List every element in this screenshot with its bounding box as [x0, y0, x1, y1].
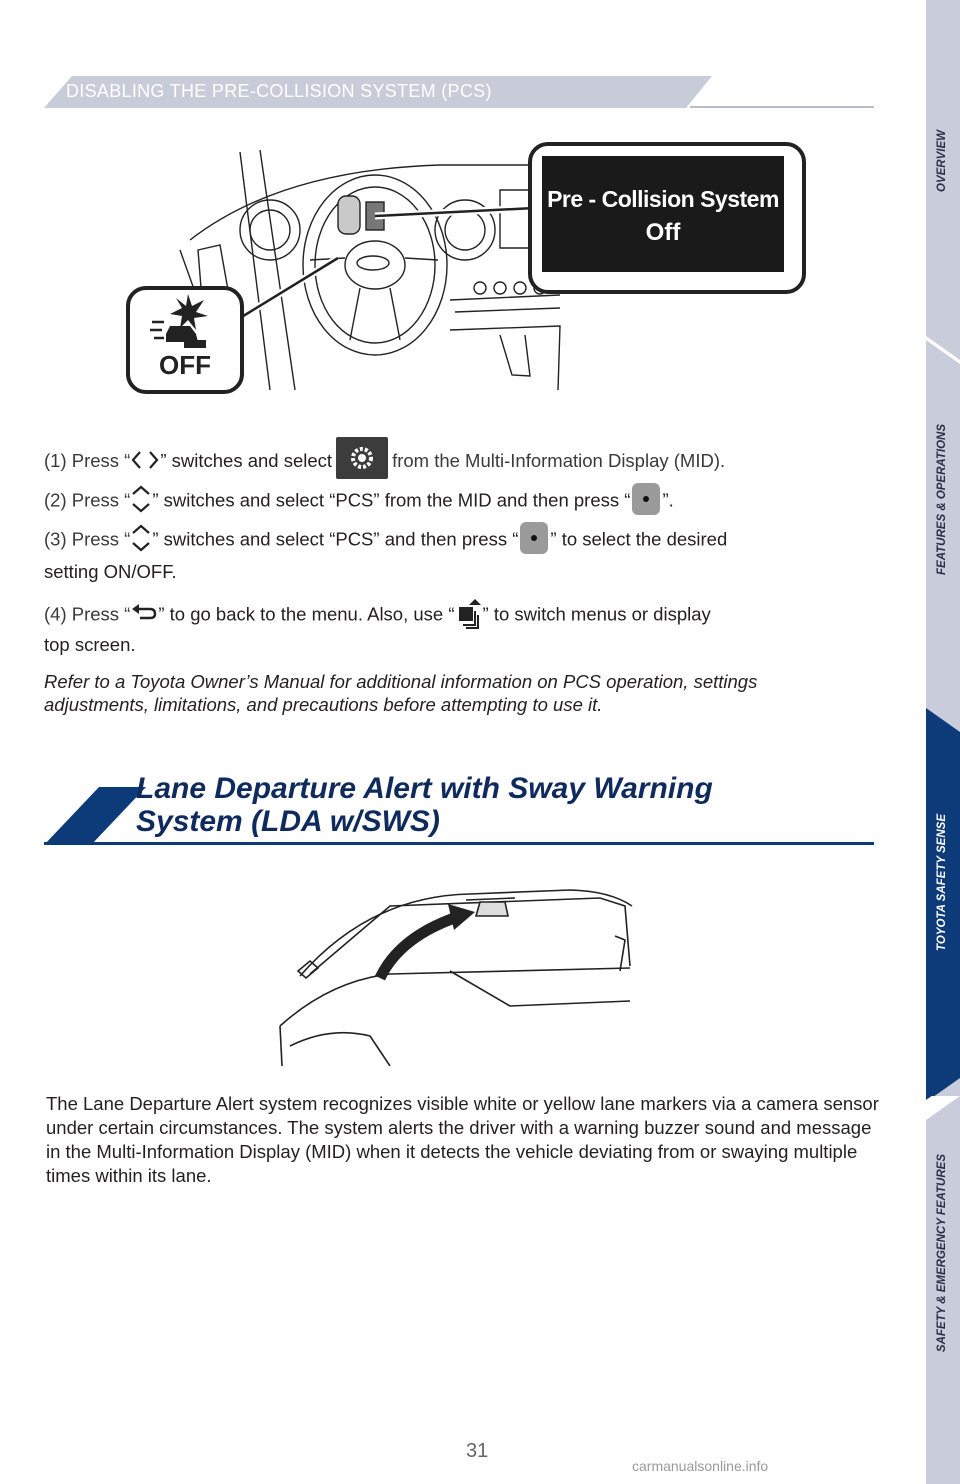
step-3-part-c: ” to select the desired [550, 528, 728, 550]
step-4-cont: top screen. [44, 634, 136, 655]
display-callout [528, 142, 806, 294]
sidebar-tab-label: OVERVIEW [936, 130, 948, 192]
step-1-part-b: ” switches and select [160, 449, 333, 471]
step-2-part-c: ”. [662, 489, 674, 511]
step-2 [44, 484, 674, 519]
step-2-part-b: ” switches and select “PCS” from the MID and then press “ [152, 489, 631, 511]
sidebar-tab-overview[interactable] [926, 0, 960, 340]
display-line-2: Off [645, 219, 681, 246]
sidebar-tab-label: TOYOTA SAFETY SENSE [936, 814, 948, 951]
pcs-off-icon [130, 290, 240, 354]
chevron-up-down-icon [130, 484, 152, 519]
tab-divider [926, 1096, 960, 1124]
sidebar-tab-tss[interactable] [926, 710, 960, 1100]
truck-windshield-illustration [270, 876, 640, 1066]
step-3-cont: setting ON/OFF. [44, 561, 177, 582]
step-4-part-b: ” to go back to the menu. Also, use “ [158, 603, 455, 625]
lda-description: The Lane Departure Alert system recognizes visible white or yellow lane markers via a camera sensor under certain circumstances. The system alerts the driver with a warning buzzer sound and message in the Multi-Information Display (MID) when it detects the vehicle deviating from or swaying multiple times within its lane. [46, 1093, 879, 1186]
lda-heading [136, 772, 856, 838]
step-4-part-a: (4) Press “ [44, 603, 131, 625]
manual-note: Refer to a Toyota Owner’s Manual for additional information on PCS operation, settings adjustments, limitations, and precautions before attempting to use it. [44, 671, 758, 715]
gear-icon [336, 437, 388, 479]
step-1 [44, 445, 725, 479]
header-rule [690, 106, 874, 108]
step-4 [44, 597, 711, 634]
ok-button-icon [632, 483, 660, 515]
mid-display [542, 156, 784, 272]
lda-heading-line-1: Lane Departure Alert with Sway Warning [136, 772, 713, 805]
page-number: 31 [466, 1440, 489, 1462]
sidebar-tab-safety[interactable] [926, 1124, 960, 1484]
badge-label: OFF [159, 350, 211, 380]
menu-switch-icon [455, 597, 483, 634]
step-3 [44, 523, 727, 558]
display-line-1: Pre - Collision System [547, 186, 779, 212]
step-3-part-b: ” switches and select “PCS” and then press “ [152, 528, 519, 550]
back-arrow-icon [130, 603, 158, 628]
tab-divider [926, 336, 960, 364]
step-4-part-c: ” to switch menus or display [482, 603, 711, 625]
step-1-part-c: from the Multi-Information Display (MID). [392, 449, 726, 471]
lda-heading-rule [44, 842, 874, 845]
lda-heading-accent [44, 787, 146, 845]
section-title: DISABLING THE PRE-COLLISION SYSTEM (PCS) [66, 81, 492, 101]
chevron-up-down-icon [130, 523, 152, 558]
step-3-part-a: (3) Press “ [44, 528, 131, 550]
pcs-off-badge [126, 286, 244, 394]
watermark: carmanualsonline.info [632, 1458, 769, 1474]
sidebar-tab-features[interactable] [926, 364, 960, 704]
chevron-left-right-icon [130, 449, 160, 476]
step-1-part-a: (1) Press “ [44, 449, 131, 471]
lda-heading-line-2: System (LDA w/SWS) [136, 805, 440, 838]
sidebar-tab-label: FEATURES & OPERATIONS [936, 424, 948, 575]
ok-button-icon [520, 522, 548, 554]
sidebar-nav [926, 0, 960, 1484]
step-2-part-a: (2) Press “ [44, 489, 131, 511]
sidebar-tab-label: SAFETY & EMERGENCY FEATURES [936, 1154, 948, 1353]
